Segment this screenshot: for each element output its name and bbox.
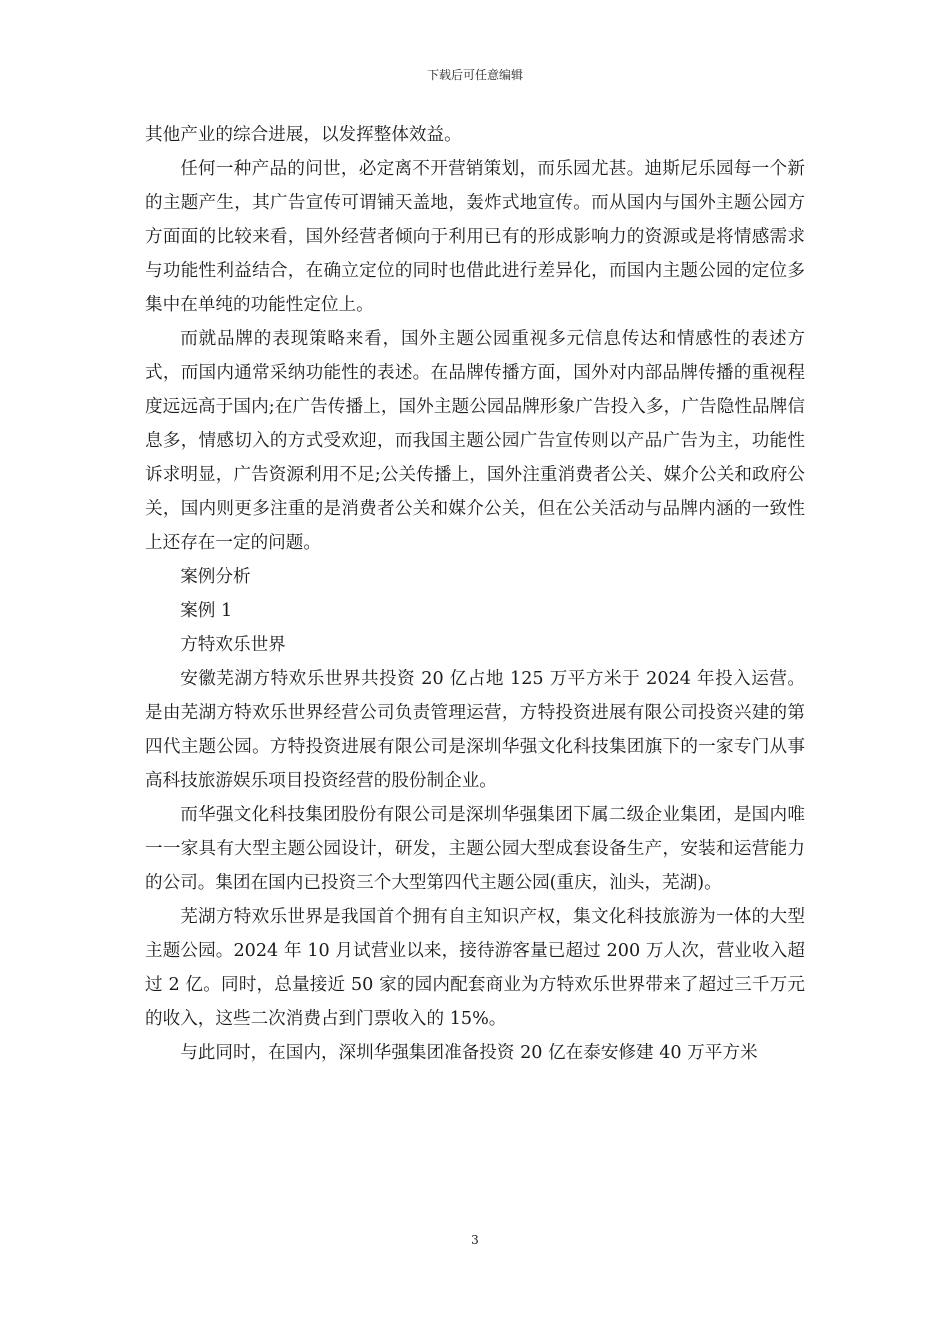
section-heading-case-analysis: 案例分析	[180, 567, 251, 587]
paragraph: 安徽芜湖方特欢乐世界共投资 20 亿占地 125 万平方米于 2024 年投入运营。是由芜湖方特欢乐世界经营公司负责管理运营，方特投资进展有限公司投资兴建的第四代主题公园。方特投资进展有限公司是深圳华强文化科技集团旗下的一家专门从事高科技旅游娱乐项目投资经营的股份制企业。	[145, 669, 805, 791]
paragraph: 而华强文化科技集团股份有限公司是深圳华强集团下属二级企业集团，是国内唯一一家具有大型主题公园设计，研发，主题公园大型成套设备生产，安装和运营能力的公司。集团在国内已投资三个大型第四代主题公园(重庆，汕头，芜湖)。	[145, 805, 805, 893]
page-number: 3	[471, 1233, 479, 1247]
paragraph: 其他产业的综合进展，以发挥整体效益。	[145, 125, 462, 145]
paragraph: 而就品牌的表现策略来看，国外主题公园重视多元信息传达和情感性的表述方式，而国内通常采纳功能性的表述。在品牌传播方面，国外对内部品牌传播的重视程度远远高于国内;在广告传播上，国外主题公园品牌形象广告投入多，广告隐性品牌信息多，情感切入的方式受欢迎，而我国主题公园广告宣传则以产品广告为主，功能性诉求明显，广告资源利用不足;公关传播上，国外注重消费者公关、媒介公关和政府公关，国内则更多注重的是消费者公关和媒介公关，但在公关活动与品牌内涵的一致性上还存在一定的问题。	[145, 329, 805, 553]
section-heading-fantawild: 方特欢乐世界	[180, 635, 286, 655]
document-body	[145, 118, 805, 1070]
section-heading-case-1: 案例 1	[180, 601, 233, 621]
paragraph: 任何一种产品的问世，必定离不开营销策划，而乐园尤甚。迪斯尼乐园每一个新的主题产生，其广告宣传可谓铺天盖地，轰炸式地宣传。而从国内与国外主题公园方方面面的比较来看，国外经营者倾向于利用已有的形成影响力的资源或是将情感需求与功能性利益结合，在确立定位的同时也借此进行差异化，而国内主题公园的定位多集中在单纯的功能性定位上。	[145, 159, 805, 315]
paragraph: 芜湖方特欢乐世界是我国首个拥有自主知识产权，集文化科技旅游为一体的大型主题公园。2024 年 10 月试营业以来，接待游客量已超过 200 万人次，营业收入超过 2 亿。同时，总量接近 50 家的园内配套商业为方特欢乐世界带来了超过三千万元的收入，这些二次消费占到门票收入的 15%。	[145, 907, 805, 1029]
page-header: 下载后可任意编辑	[426, 68, 523, 82]
paragraph: 与此同时，在国内，深圳华强集团准备投资 20 亿在泰安修建 40 万平方米	[180, 1043, 758, 1063]
